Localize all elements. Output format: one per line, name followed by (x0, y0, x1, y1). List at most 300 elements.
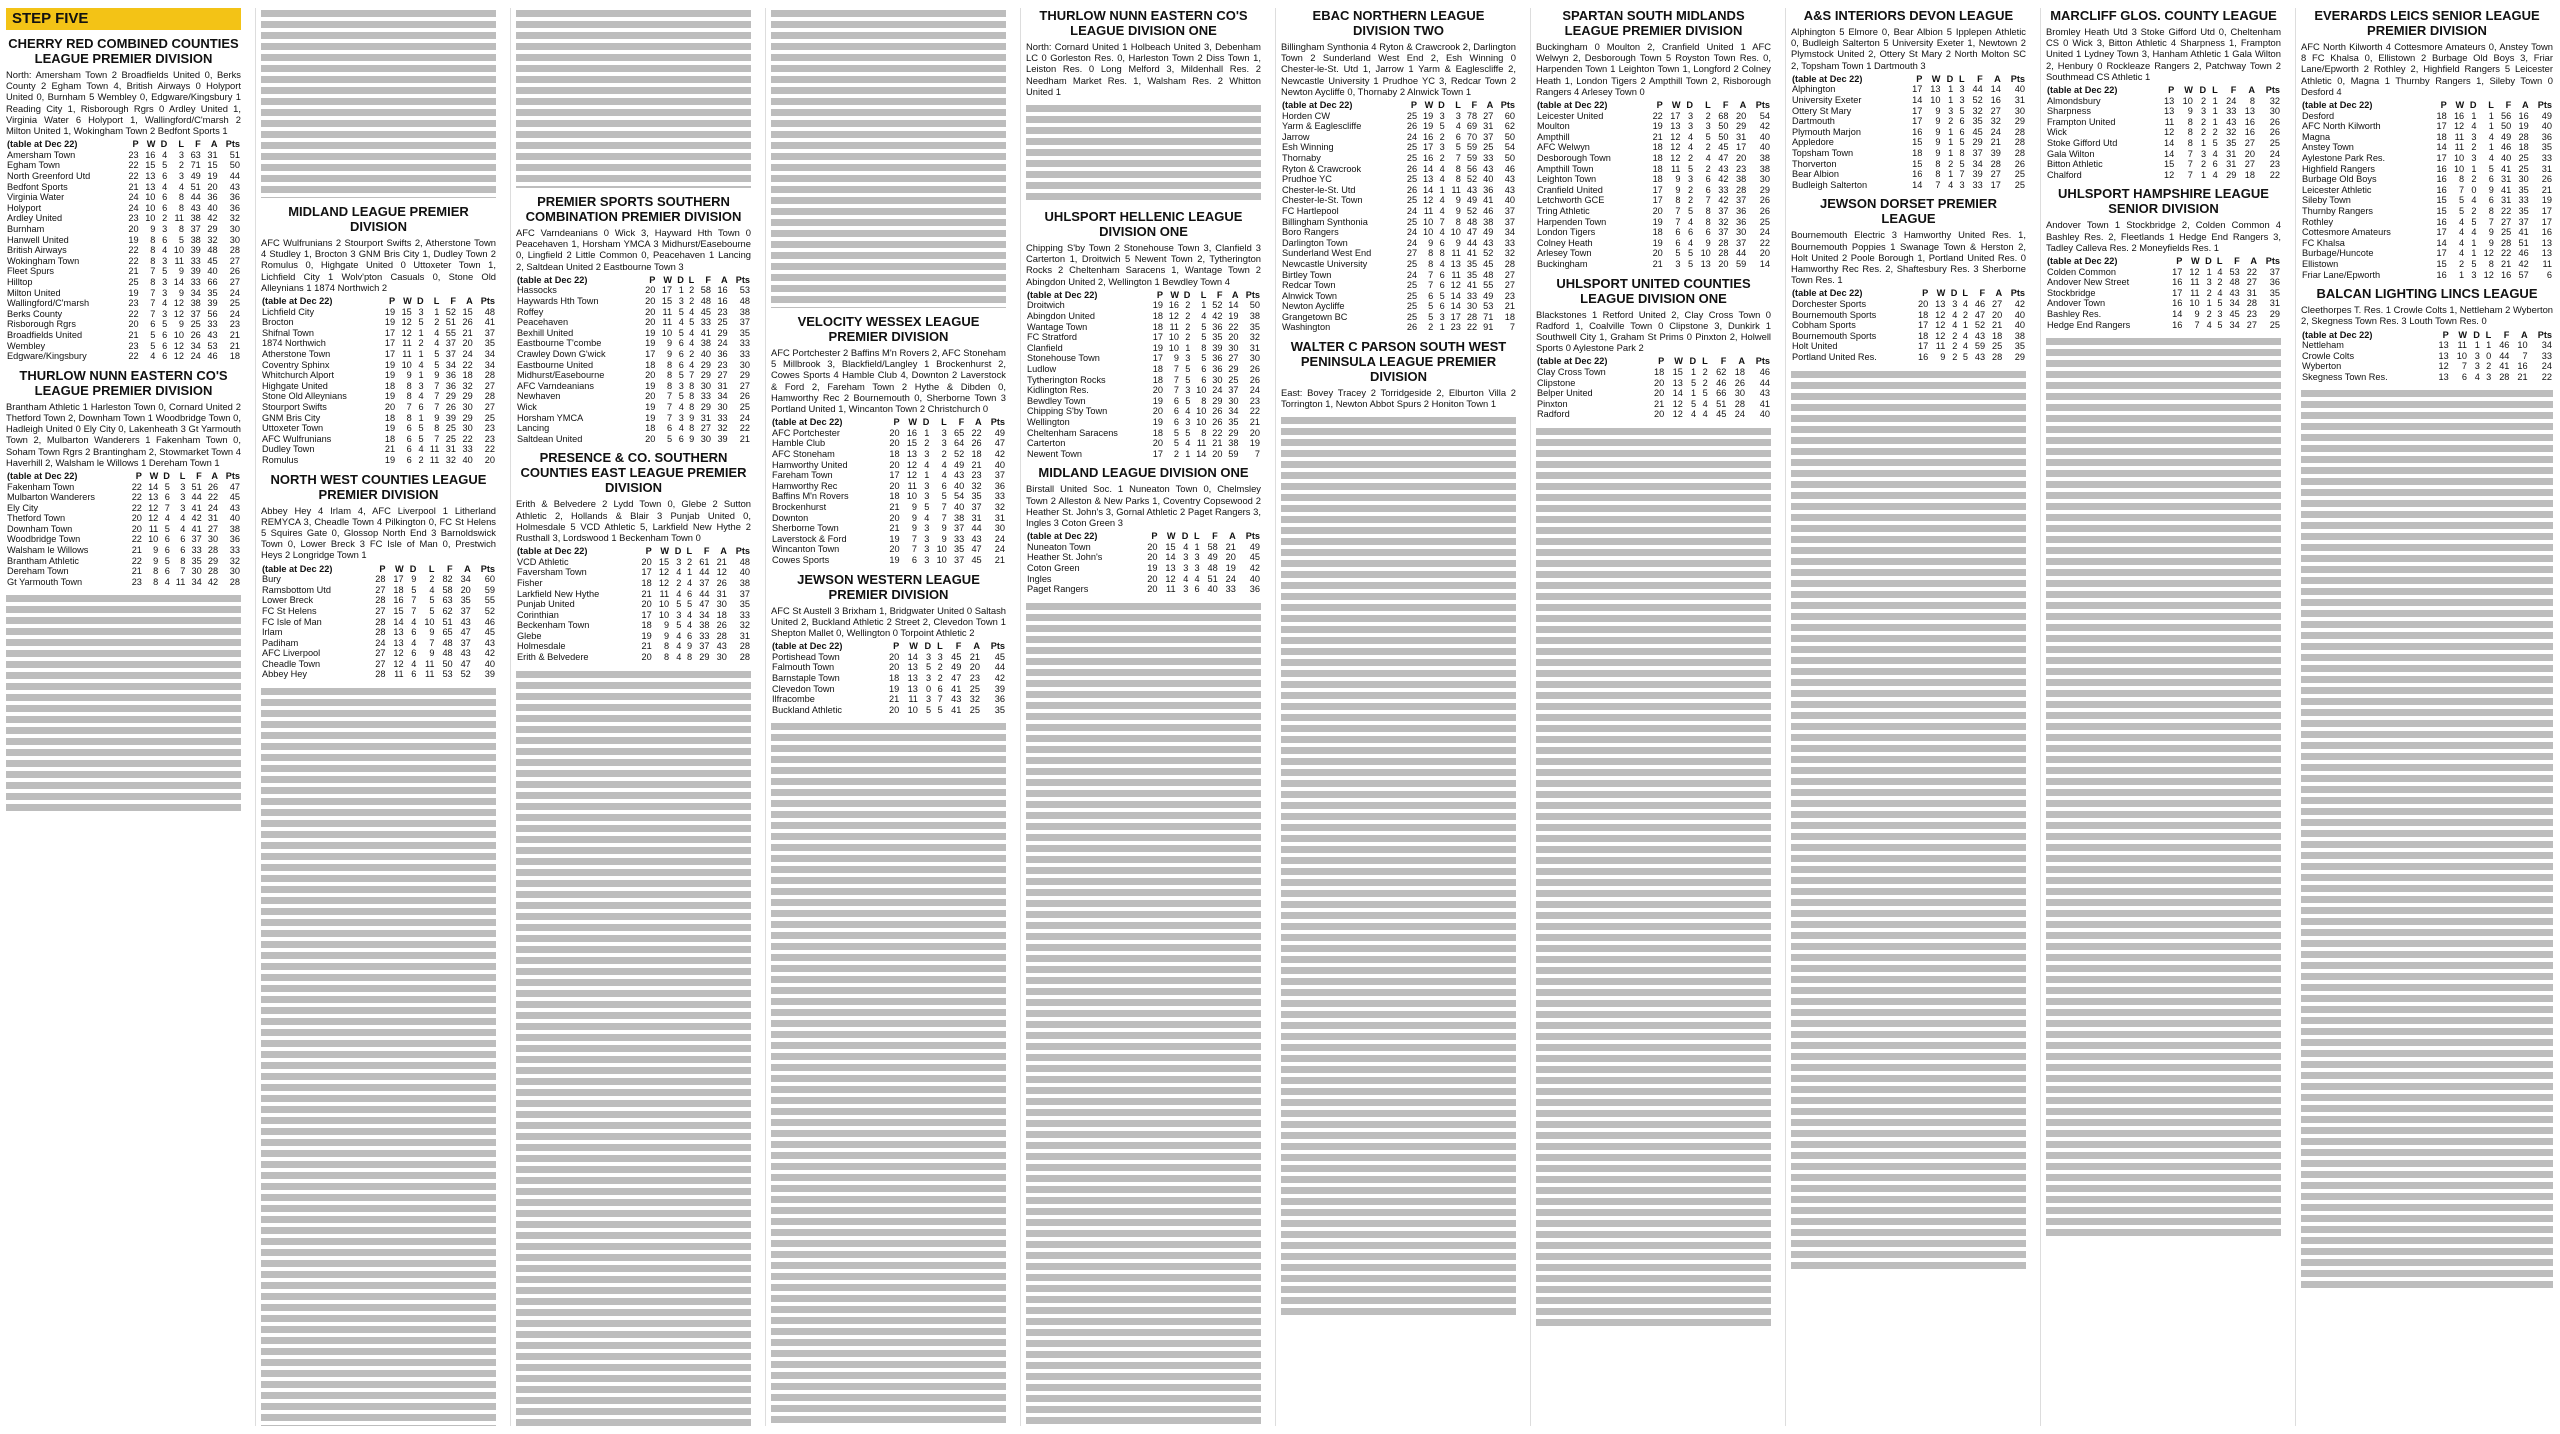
stat-cell: 10 (173, 245, 185, 256)
stat-cell: 50 (1504, 152, 1515, 163)
stat-cell: 21 (969, 651, 981, 662)
stat-cell: 3 (1183, 562, 1189, 573)
stat-cell: 12 (1670, 142, 1681, 153)
stat-cell: 6 (687, 630, 693, 641)
stat-cell: 14 (2164, 137, 2175, 148)
stat-cell: 27 (700, 423, 711, 434)
table-row (1281, 259, 1516, 270)
stat-cell: 21 (1990, 137, 2001, 148)
team-name: Uttoxeter Town (262, 423, 324, 434)
stat-cell: 4 (1962, 330, 1969, 341)
stat-cell: 11 (1451, 269, 1461, 280)
stat-cell: 4 (162, 181, 168, 192)
stat-cell: 5 (162, 319, 168, 330)
stat-cell: 16 (2436, 163, 2447, 174)
stat-cell: 3 (180, 502, 186, 513)
stat-cell: 39 (717, 433, 728, 444)
stat-cell: 46 (207, 351, 218, 362)
stat-cell: 7 (429, 637, 435, 648)
table-header-cell: (table at Dec 22) (1537, 100, 1608, 111)
table-header-cell: F (2234, 255, 2240, 266)
team-name: Clipstone (1537, 377, 1576, 388)
table-header-cell: Pts (2010, 73, 2025, 84)
stat-cell: 27 (2501, 216, 2512, 227)
stat-cell: 2 (937, 672, 943, 683)
stat-cell: 19 (645, 380, 656, 391)
stat-cell: 20 (128, 319, 139, 330)
stat-cell: 9 (1935, 126, 1941, 137)
stat-cell: 12 (173, 298, 185, 309)
stat-cell: 45 (2229, 308, 2240, 319)
stat-cell: 58 (1207, 541, 1218, 552)
table-row (1281, 132, 1516, 143)
table-header-cell: D (1950, 288, 1958, 299)
stat-cell: 20 (1736, 110, 1747, 121)
table-header-cell: A (466, 296, 473, 307)
table-row (1026, 375, 1261, 386)
stat-cell: 8 (2459, 174, 2465, 185)
stat-cell: 41 (484, 317, 495, 328)
league-title: MIDLAND LEAGUE DIVISION ONE (1038, 465, 1249, 481)
stat-cell: 3 (1948, 105, 1954, 116)
team-name: AFC Stoneham (772, 449, 835, 459)
league-title: A&S INTERIORS DEVON LEAGUE (1803, 8, 2014, 23)
stat-cell: 38 (1759, 163, 1770, 174)
stat-cell: 32 (1972, 105, 1983, 116)
stat-cell: 82 (442, 574, 453, 585)
stat-cell: 11 (662, 317, 673, 328)
stat-cell: 29 (1212, 395, 1223, 406)
table-header-cell: P (1916, 73, 1923, 84)
league-table (261, 296, 496, 466)
stat-cell: 6 (1428, 290, 1434, 301)
stat-cell: 25 (969, 704, 981, 715)
stat-cell: 2 (1952, 341, 1958, 352)
table-header-cell: D (1689, 356, 1697, 367)
stat-cell: 70 (1466, 131, 1478, 142)
stat-cell: 18 (2436, 110, 2447, 121)
stat-cell: 45 (1972, 126, 1983, 137)
stat-cell: 19 (1652, 216, 1663, 227)
stat-cell: 7 (2187, 159, 2193, 170)
table-row (261, 444, 496, 455)
team-name: Highgate United (262, 380, 328, 391)
table-header-cell: Pts (2265, 85, 2280, 96)
stat-cell: 1 (418, 327, 424, 338)
league-title: EVERARDS LEICS SENIOR LEAGUE PREMIER DIVISION (2314, 8, 2540, 38)
stat-cell: 15 (2436, 195, 2447, 206)
stat-cell: 18 (1918, 309, 1929, 320)
team-name: Fakenham Town (7, 481, 75, 492)
stat-cell: 46 (1716, 377, 1727, 388)
stat-cell: 3 (941, 438, 947, 449)
stat-cell: 15 (1912, 158, 1923, 169)
team-name: Radford (1537, 409, 1570, 420)
stat-cell: 28 (375, 595, 386, 606)
stat-cell: 29 (2014, 351, 2025, 362)
table-header-cell: P (1156, 289, 1163, 300)
stat-cell: 7 (2459, 184, 2465, 195)
stat-cell: 29 (2269, 308, 2280, 319)
stat-cell: 2 (1428, 322, 1434, 333)
table-row (1791, 169, 2026, 180)
stat-cell: 30 (2518, 174, 2529, 185)
stat-cell: 8 (150, 234, 156, 245)
stat-cell: 39 (445, 412, 457, 423)
stat-cell: 50 (1718, 131, 1729, 142)
stat-cell: 18 (1912, 147, 1923, 158)
team-name: Wembley (7, 340, 46, 351)
stat-cell: 5 (429, 605, 435, 616)
stat-cell: 25 (1406, 174, 1418, 185)
stat-cell: 62 (442, 605, 453, 616)
stat-cell: 22 (131, 481, 142, 492)
stat-cell: 5 (676, 620, 682, 631)
table-row (771, 481, 1006, 492)
stat-cell: 13 (393, 627, 404, 638)
table-row (1026, 396, 1261, 407)
stat-cell: 36 (1736, 216, 1747, 227)
stat-cell: 30 (1759, 174, 1770, 185)
table-row (261, 648, 496, 659)
stat-cell: 30 (994, 523, 1005, 534)
team-name: Whitchurch Alport (262, 370, 334, 381)
stat-cell: 51 (2518, 237, 2529, 248)
stat-cell: 20 (889, 662, 900, 673)
table-row (1281, 121, 1516, 132)
stat-cell: 18 (641, 620, 652, 631)
stat-cell: 19 (1225, 562, 1236, 573)
table-row (1536, 248, 1771, 259)
stat-cell: 40 (2014, 84, 2025, 95)
table-row (1536, 153, 1771, 164)
stat-cell: 15 (1672, 366, 1683, 377)
team-name: Dereham Town (7, 566, 69, 577)
stat-cell: 37 (954, 523, 965, 534)
team-name: Fisher (517, 577, 543, 588)
table-row (1536, 259, 1771, 270)
team-name: Lancing (517, 423, 550, 434)
stat-cell: 54 (954, 491, 965, 502)
stat-cell: 41 (951, 683, 962, 694)
stat-cell: 14 (1450, 290, 1461, 301)
stat-cell: 29 (445, 391, 457, 402)
stat-cell: 30 (207, 534, 219, 545)
league-results: East: Bovey Tracey 2 Torridgeside 2, Elburton Villa 2 Torrington 1, Newton Abbot Spurs 2 Honiton Town 1 (1281, 387, 1516, 410)
table-row (6, 319, 241, 330)
stat-cell: 3 (1675, 258, 1681, 269)
stat-cell: 30 (462, 401, 473, 412)
team-name: FC Isle of Man (262, 616, 322, 627)
table-header-row (2301, 100, 2553, 111)
stat-cell: 2 (2200, 95, 2207, 106)
stat-cell: 1 (2488, 110, 2494, 121)
stat-cell: 17 (1918, 320, 1929, 331)
stat-cell: 40 (484, 658, 495, 669)
stat-cell: 27 (375, 648, 386, 659)
league-results: Abbey Hey 4 Irlam 4, AFC Liverpool 1 Litherland REMYCA 3, Cheadle Town 4 Pilkington 0, FC St Helens 5 Squires Gate 0, Glossop North End 3 Barnoldswick Town 0, Lower Breck 3 FC Isle of Man 0, Prestwich Heys 2 Longridge Town 1 (261, 504, 496, 561)
stat-cell: 17 (1652, 184, 1663, 195)
stat-cell: 14 (1450, 301, 1461, 312)
stat-cell: 6 (2212, 159, 2218, 170)
stat-cell: 6 (162, 351, 168, 362)
table-header-cell: Pts (735, 546, 750, 557)
table-header-cell: P (1656, 100, 1663, 111)
stat-cell: 28 (2014, 147, 2025, 158)
table-row (1281, 185, 1516, 196)
stat-cell: 9 (2488, 227, 2494, 238)
stat-cell: 68 (1718, 110, 1729, 121)
team-name: Clay Cross Town (1537, 366, 1606, 377)
stat-cell: 37 (1736, 237, 1747, 248)
table-header-row (261, 296, 496, 307)
stat-cell: 3 (1185, 385, 1191, 396)
table-row (516, 578, 751, 589)
stat-cell: 43 (2229, 287, 2240, 298)
team-name: Ludlow (1027, 363, 1057, 374)
stat-cell: 25 (445, 433, 457, 444)
stat-cell: 18 (1652, 227, 1663, 238)
stat-cell: 12 (148, 502, 159, 513)
stat-cell: 4 (678, 401, 684, 412)
stat-cell: 30 (1212, 374, 1223, 385)
stat-cell: 44 (2499, 350, 2510, 361)
team-name: Buckingham (1537, 258, 1588, 269)
team-name: Nuneaton Town (1027, 541, 1091, 552)
stat-cell: 7 (1439, 216, 1445, 227)
stat-cell: 36 (1483, 184, 1494, 195)
stat-cell: 23 (131, 576, 142, 587)
team-name: Colden Common (2047, 266, 2116, 277)
table-row (1026, 364, 1261, 375)
stat-cell: 22 (1228, 321, 1239, 332)
stat-cell: 24 (207, 502, 219, 513)
stat-cell: 24 (1212, 385, 1223, 396)
stat-cell: 37 (190, 223, 201, 234)
stat-cell: 25 (1406, 311, 1418, 322)
stat-cell: 20 (460, 584, 471, 595)
team-name: Clevedon Town (772, 683, 835, 694)
stat-cell: 7 (1959, 169, 1965, 180)
table-header-cell: L (1958, 73, 1965, 84)
stat-cell: 21 (229, 329, 240, 340)
stat-cell: 4 (2459, 237, 2465, 248)
stat-cell: 16 (2244, 116, 2256, 127)
stat-cell: 16 (393, 595, 404, 606)
stat-cell: 18 (971, 449, 982, 459)
stat-cell: 19 (384, 423, 396, 434)
stat-cell: 6 (1439, 301, 1445, 312)
team-name: Hilltop (7, 276, 33, 287)
stat-cell: 43 (954, 470, 965, 481)
league-title: NORTH WEST COUNTIES LEAGUE PREMIER DIVISION (270, 471, 487, 502)
stat-cell: 9 (1675, 184, 1681, 195)
stat-cell: 2 (418, 338, 424, 349)
stat-cell: 46 (484, 616, 495, 627)
table-row (1536, 227, 1771, 238)
team-name: Wick (2047, 127, 2067, 138)
stat-cell: 1 (2459, 269, 2465, 280)
stat-cell: 3 (162, 308, 168, 319)
table-header-cell: L (941, 417, 947, 428)
stat-cell: 15 (393, 605, 404, 616)
stat-cell: 11 (174, 213, 185, 224)
stat-cell: 6 (164, 492, 170, 503)
stat-cell: 47 (460, 627, 471, 638)
table-row (1791, 127, 2026, 138)
stat-cell: 20 (1652, 248, 1663, 259)
team-name: Bitton Athletic (2047, 159, 2103, 170)
stat-cell: 3 (924, 533, 930, 544)
table-row (6, 192, 241, 203)
team-name: FC St Helens (262, 605, 317, 616)
stat-cell: 5 (678, 370, 684, 381)
stat-cell: 10 (1423, 227, 1434, 238)
stat-cell: 24 (1406, 205, 1418, 216)
stat-cell: 45 (700, 306, 711, 317)
stat-cell: 6 (418, 401, 424, 412)
stat-cell: 48 (442, 637, 453, 648)
table-row (2301, 164, 2553, 175)
stat-cell: 23 (717, 359, 728, 370)
table-row (1791, 137, 2026, 148)
stat-cell: 10 (661, 327, 673, 338)
stat-cell: 33 (207, 319, 218, 330)
table-header-cell: W (663, 274, 673, 285)
stat-cell: 32 (994, 501, 1005, 512)
stat-cell: 22 (2501, 205, 2512, 216)
stat-cell: 27 (207, 523, 219, 534)
team-name: Rothley (2302, 216, 2334, 227)
table-row (516, 567, 751, 578)
stat-cell: 36 (207, 192, 218, 203)
table-row (516, 557, 751, 568)
more-tables-text (2301, 388, 2553, 1288)
stat-cell: 19 (645, 338, 656, 349)
stat-cell: 38 (954, 512, 965, 523)
league-results: Billingham Synthonia 4 Ryton & Crawcrook 2, Darlington Town 2 Sunderland West End 2, Esh Winning 0 Chester-le-St. Utd 1, Jarrow 1 Yarm & Eaglescliffe 2, Newcastle University 1 Prudhoe YC 3, Redcar Town 2 Newton Aycliffe 0, Thornaby 2 Alnwick Town 1 (1281, 41, 1516, 97)
table-header-cell: A (1739, 100, 1747, 111)
team-name: Wyberton (2302, 361, 2342, 372)
stat-cell: 33 (717, 412, 728, 423)
stat-cell: 69 (1466, 121, 1478, 132)
stat-cell: 2 (2471, 174, 2477, 185)
stat-cell: 30 (716, 652, 727, 663)
stat-cell: 6 (1194, 584, 1200, 595)
stat-cell: 20 (1147, 573, 1158, 584)
stat-cell: 5 (1959, 158, 1965, 169)
stat-cell: 23 (969, 672, 981, 683)
table-header-cell: L (179, 470, 186, 481)
stat-cell: 20 (131, 523, 142, 534)
stat-cell: 6 (687, 588, 693, 599)
stat-cell: 2 (1952, 351, 1958, 362)
table-header-cell: A (1231, 289, 1239, 300)
stat-cell: 35 (1466, 269, 1478, 280)
team-name: Midhurst/Easebourne (517, 370, 605, 381)
league-title: MIDLAND LEAGUE PREMIER DIVISION (288, 204, 469, 234)
stat-cell: 9 (1455, 205, 1461, 216)
table-row (1026, 574, 1261, 585)
table-row (516, 360, 751, 371)
stat-cell: 16 (1912, 169, 1923, 180)
stat-cell: 25 (2014, 179, 2025, 190)
stat-cell: 30 (700, 433, 711, 444)
table-header-cell: Pts (1245, 531, 1260, 542)
table-row (516, 620, 751, 631)
league-table (2046, 85, 2281, 180)
stat-cell: 25 (1406, 216, 1418, 227)
table-header-cell: Pts (1755, 356, 1770, 367)
stat-cell: 19 (1152, 416, 1163, 427)
stat-cell: 5 (1690, 377, 1697, 388)
team-name: Ottery St Mary (1792, 105, 1852, 116)
stat-cell: 64 (954, 438, 965, 449)
stat-cell: 20 (641, 652, 652, 663)
table-row (1281, 164, 1516, 175)
table-header-cell: (table at Dec 22) (262, 563, 333, 574)
stat-cell: 6 (1705, 174, 1711, 185)
table-header-cell: L (2488, 100, 2494, 111)
team-name: Hamworthy Rec (772, 480, 838, 491)
stat-cell: 2 (1702, 366, 1708, 377)
more-tables-text (516, 669, 751, 1426)
table-header-cell: Pts (990, 417, 1005, 428)
stat-cell: 13 (2438, 350, 2449, 361)
table-header-cell: P (132, 139, 139, 150)
table-row (261, 669, 496, 680)
stat-cell: 44 (191, 492, 202, 503)
stat-cell: 6 (150, 319, 156, 330)
stat-cell: 4 (1455, 121, 1461, 132)
stat-cell: 42 (1212, 311, 1223, 322)
stat-cell: 3 (925, 651, 932, 662)
stat-cell: 20 (1147, 584, 1158, 595)
stat-cell: 30 (716, 599, 727, 610)
team-name: Portishead Town (772, 651, 840, 662)
table-header-cell: D (677, 274, 684, 285)
stat-cell: 9 (689, 412, 695, 423)
stat-cell: 30 (2014, 105, 2025, 116)
table-header-cell: L (937, 641, 943, 652)
stat-cell: 13 (907, 662, 918, 673)
stat-cell: 33 (739, 609, 750, 620)
stat-cell: 34 (445, 359, 457, 370)
stat-cell: 3 (418, 380, 424, 391)
stat-cell: 31 (2246, 287, 2257, 298)
stat-cell: 35 (2014, 341, 2025, 352)
stat-cell: 52 (1972, 95, 1983, 105)
table-row (1281, 206, 1516, 217)
team-name: AFC Liverpool (262, 648, 321, 659)
table-row (261, 307, 496, 318)
stat-cell: 20 (645, 306, 656, 317)
team-name: Burbage Old Boys (2302, 174, 2377, 185)
stat-cell: 3 (418, 306, 424, 317)
table-header-cell: P (2442, 329, 2449, 340)
table-row (6, 503, 241, 514)
stat-cell: 26 (716, 577, 727, 588)
stat-cell: 5 (1201, 332, 1207, 343)
stat-cell: 11 (2457, 340, 2467, 351)
stat-cell: 2 (2206, 287, 2212, 298)
stat-cell: 31 (716, 588, 727, 599)
stat-cell: 18 (1152, 363, 1163, 374)
stat-cell: 4 (2459, 227, 2465, 238)
stat-cell: 4 (689, 327, 695, 338)
stat-cell: 28 (207, 545, 219, 556)
stat-cell: 42 (207, 213, 218, 224)
